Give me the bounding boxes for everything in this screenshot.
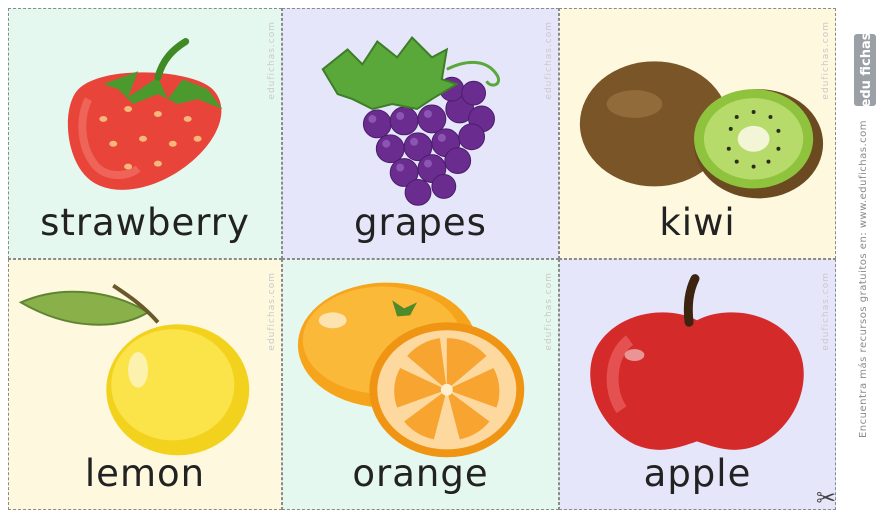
card-orange [282,259,559,510]
card-kiwi [559,8,836,259]
promo-text: Encuentra más recursos gratuitos en: www.edufichas.com [858,120,869,439]
watermark: edufichas.com [544,21,554,100]
flashcard-grid [8,8,836,510]
watermark: edufichas.com [821,272,831,351]
card-word: kiwi [659,201,736,244]
card-strawberry [8,8,282,259]
card-word: strawberry [40,201,250,244]
card-word: orange [352,452,489,495]
card-grapes [282,8,559,259]
lemon-icon [9,260,281,460]
apple-icon [560,260,835,460]
watermark: edufichas.com [821,21,831,100]
card-word: apple [643,452,752,495]
card-word: lemon [84,452,206,495]
kiwi-icon [560,9,835,209]
watermark: edufichas.com [267,21,277,100]
watermark: edufichas.com [544,272,554,351]
side-credits [848,30,884,500]
card-lemon [8,259,282,510]
scissors-icon: ✂ [816,484,837,512]
watermark: edufichas.com [267,272,277,351]
strawberry-icon [9,9,281,209]
card-apple [559,259,836,510]
logo-text: edu fichas [859,32,874,108]
orange-icon [283,260,558,460]
edufichas-logo [848,30,884,110]
grapes-icon [283,9,558,209]
card-word: grapes [354,201,487,244]
